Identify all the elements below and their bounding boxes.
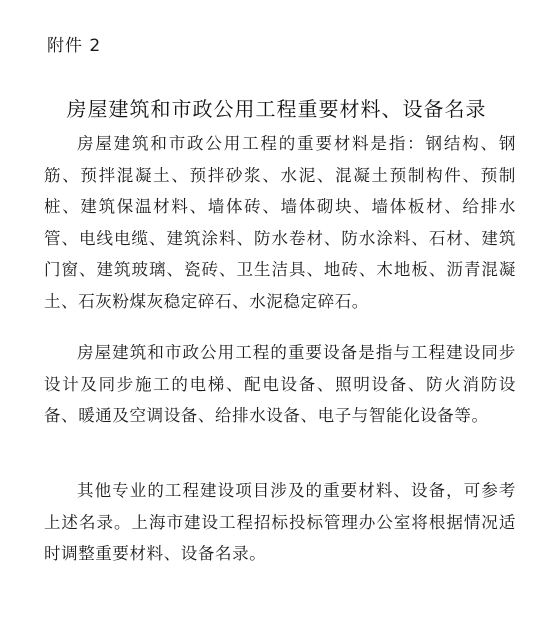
paragraph-equipment: 房屋建筑和市政公用工程的重要设备是指与工程建设同步设计及同步施工的电梯、配电设备、照明设备、防火消防设备、暖通及空调设备、给排水设备、电子与智能化设备等。 <box>44 343 516 425</box>
paragraph-other: 其他专业的工程建设项目涉及的重要材料、设备，可参考上述名录。上海市建设工程招标投标管理办公室将根据情况适时调整重要材料、设备名录。 <box>44 481 516 563</box>
paragraph-materials: 房屋建筑和市政公用工程的重要材料是指：钢结构、钢筋、预拌混凝土、预拌砂浆、水泥、混凝土预制构件、预制桩、建筑保温材料、墙体砖、墙体砌块、墙体板材、给排水管、电线电缆、建筑涂料、防水卷材、防水涂料、石材、建筑门窗、建筑玻璃、瓷砖、卫生洁具、地砖、木地板、沥青混凝土、石灰粉煤灰稳定碎石、水泥稳定碎石。 <box>44 134 516 311</box>
document-title: 房屋建筑和市政公用工程重要材料、设备名录 <box>66 97 487 121</box>
attachment-label: 附件 2 <box>47 36 102 56</box>
